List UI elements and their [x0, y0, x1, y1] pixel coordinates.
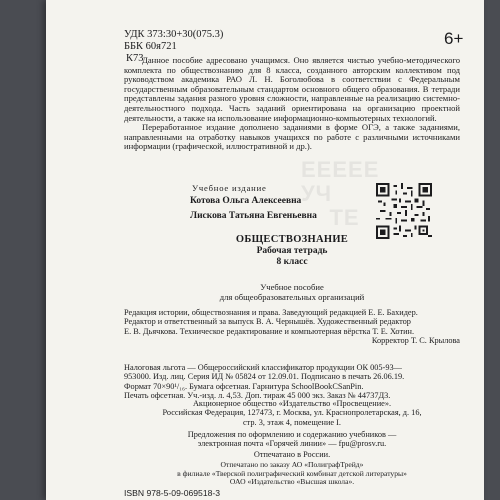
qr-code — [376, 183, 432, 239]
publication-details — [124, 363, 460, 401]
isbn: ISBN 978-5-09-069518-3 — [124, 488, 221, 498]
description-line: Учебное пособие — [260, 282, 324, 292]
publisher-address — [124, 399, 460, 427]
publisher-line: Акционерное общество «Издательство «Просвещение». — [192, 399, 392, 408]
credits-line: Редактор и ответственный за выпуск В. А. Чернышёв. Художественный редактор — [124, 317, 411, 327]
printhouse-line: ОАО «Издательство «Высшая школа». — [229, 477, 355, 487]
annotation-paragraph: Переработанное издание дополнено заданиями в форме ОГЭ, а также заданиями, направленными на отработку навыков учащихся по работе с различными источниками информации (графической, иллюстративной и др.). — [124, 122, 460, 152]
printed-in: Отпечатано в России. — [253, 450, 331, 459]
description-line: для общеобразовательных организаций — [219, 291, 365, 302]
publication-line: Формат 70×90¹/₁₆. Бумага офсетная. Гарнитура SchoolBookCSanPin. — [124, 381, 364, 391]
contacts-line: Предложения по оформлению и содержанию учебников — — [187, 430, 397, 439]
age-rating: 6+ — [444, 29, 464, 48]
publication-line: Печать офсетная. Уч.-изд. л. 4,53. Доп. тираж 45 000 экз. Заказ № 44737Д3. — [124, 391, 391, 401]
book-title: ОБЩЕСТВОЗНАНИЕ — [235, 234, 349, 245]
book-description — [124, 283, 460, 302]
book-imprint-page — [46, 0, 484, 500]
feedback-contacts — [124, 430, 460, 449]
printhouse-line: в филиале «Тверской полиграфический комбинат детской литературы» — [177, 468, 407, 478]
book-subtitle: Рабочая тетрадь — [256, 246, 328, 256]
publication-line: Налоговая льгота — Общероссийский классификатор продукции ОК 005-93— — [124, 363, 402, 372]
credits-line: Корректор Т. С. Крылова — [371, 336, 460, 346]
author-name: Котова Ольга Алексеевна — [190, 196, 302, 206]
annotation-paragraph: Данное пособие адресовано учащимся. Оно является чистью учебно-методического комплекта по обществознанию для 8 класса, созданного авторским коллективом под руководством академика РАО Л. Н. Боголюбова в соответствии с Федеральным государственным образовательным стандартом основного общего образования. В тетради представлены задания разного уровня сложности, направленные на реализацию системно-деятельностного подхода. Часть заданий ориентирована на организацию проектной деятельности, а также на использование информационно-компьютерных технологий. — [124, 55, 460, 123]
author-name: Лискова Татьяна Евгеньевна — [190, 211, 317, 221]
book-grade: 8 класс — [276, 257, 308, 267]
printhouse-line: Отпечатано по заказу АО «ПолиграфТрейд» — [220, 460, 364, 469]
credits-line: Редакция истории, обществознания и права. Заведующий редакцией Е. Е. Бахидер. — [124, 308, 418, 317]
bbk-code: ББК 60я721 — [124, 41, 177, 52]
show-through-text: ЕЕЕЕЕ УЧ ТЕ — [301, 157, 380, 230]
contacts-line: электронная почта «Горячей линии» — fpu@prosv.ru. — [197, 439, 387, 449]
annotation — [124, 56, 460, 152]
printing-house — [124, 461, 460, 487]
publisher-line: Российская Федерация, 127473, г. Москва, ул. Краснопролетарская, д. 16, — [162, 408, 422, 418]
publisher-line: стр. 3, этаж 4, помещение I. — [243, 417, 341, 427]
udk-code: УДК 373:30+30(075.3) — [124, 29, 224, 40]
credits-line: Е. В. Дьячкова. Техническое редактирование и компьютерная вёрстка Т. Е. Хотин. — [124, 326, 415, 336]
book-title-block — [124, 234, 460, 267]
edition-label: Учебное издание — [192, 183, 267, 193]
author-code: К73 — [126, 53, 144, 64]
publication-line: 953000. Изд. лиц. Серия ИД № 05824 от 12.09.01. Подписано в печать 26.06.19. — [124, 372, 405, 382]
editorial-credits — [124, 308, 460, 346]
